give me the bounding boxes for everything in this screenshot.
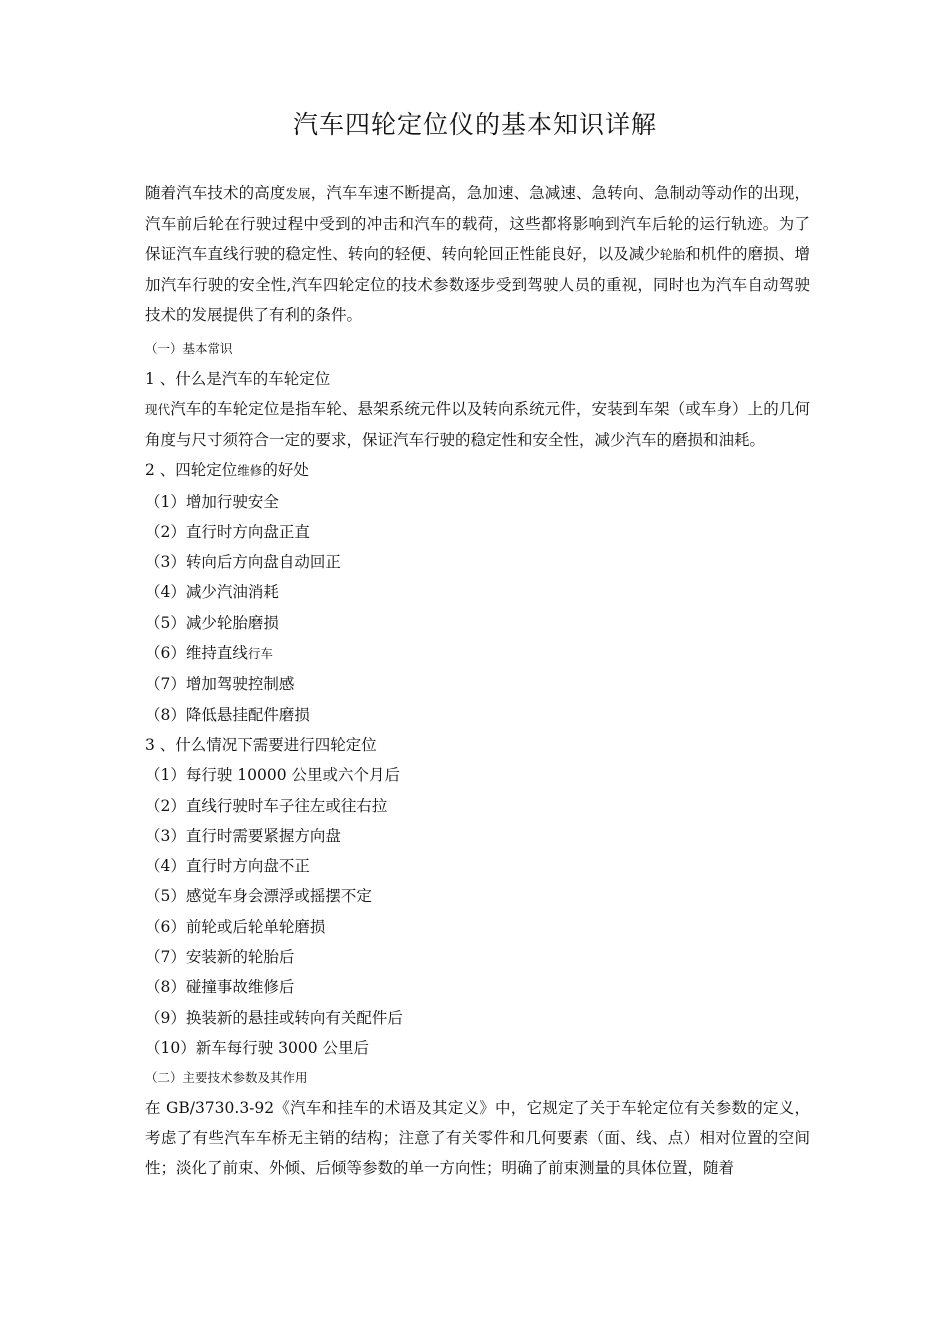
document-body [145, 178, 810, 1183]
situation-item: （9）换装新的悬挂或转向有关配件后 [145, 1008, 403, 1027]
benefit-item [145, 638, 810, 669]
situation-item: （4）直行时方向盘不正 [145, 857, 310, 876]
situation-item: （7）安装新的轮胎后 [145, 948, 295, 967]
benefit-item: （7）增加驾驶控制感 [145, 675, 295, 694]
intro-text-3: 和机件的磨损、增加汽车行驶的安全性,汽车四轮定位的技术参数逐步受到驾驶人员的重视，同时也为汽车自动驾驶技术的发展提供了有利的条件。 [145, 245, 810, 324]
intro-text-1: 随着汽车技术的高度 [145, 184, 286, 202]
intro-small-1: 发展 [285, 186, 311, 201]
parameters-paragraph: 在 GB/3730.3-92《汽车和挂车的术语及其定义》中，它规定了关于车轮定位有关参数的定义，考虑了有些汽车车桥无主销的结构；注意了有关零件和几何要素（面、线、点）相对位置的空间性；淡化了前束、外倾、后倾等参数的单一方向性；明确了前束测量的具体位置，随着 [145, 1099, 810, 1178]
situation-item: （8）碰撞事故维修后 [145, 978, 295, 997]
section-heading-parameters: （二）主要技术参数及其作用 [145, 1070, 308, 1086]
section-heading-basics: （一）基本常识 [145, 341, 233, 356]
benefit-6-small: 行车 [247, 646, 273, 662]
situation-item: （3）直行时需要紧握方向盘 [145, 826, 341, 845]
question-3-title: 3 、什么情况下需要进行四轮定位 [145, 735, 377, 754]
situation-item: （6）前轮或后轮单轮磨损 [145, 917, 326, 936]
intro-small-2: 轮胎 [660, 247, 686, 262]
question-2-title-small: 维修 [237, 463, 263, 479]
intro-paragraph [145, 178, 810, 330]
benefit-6-text: （6）维持直线 [145, 644, 248, 663]
benefit-item: （1）增加行驶安全 [145, 492, 279, 511]
benefit-item: （3）转向后方向盘自动回正 [145, 553, 341, 572]
question-2-title [145, 455, 810, 486]
benefit-item: （4）减少汽油消耗 [145, 583, 279, 602]
situation-item: （2）直线行驶时车子往左或往右拉 [145, 796, 388, 815]
situation-item: （5）感觉车身会漂浮或摇摆不定 [145, 887, 372, 906]
question-1-text: 汽车的车轮定位是指车轮、悬架系统元件以及转向系统元件，安装到车架（或车身）上的几何角度与尺寸须符合一定的要求，保证汽车行驶的稳定性和安全性，减少汽车的磨损和油耗。 [145, 400, 810, 450]
benefit-item: （2）直行时方向盘正直 [145, 522, 310, 541]
situation-item: （1）每行驶 10000 公里或六个月后 [145, 766, 401, 785]
question-1-body [145, 394, 810, 455]
situation-item: （10）新车每行驶 3000 公里后 [145, 1038, 370, 1057]
question-1-title: 1 、什么是汽车的车轮定位 [145, 370, 331, 388]
question-2-title-a: 2 、四轮定位 [145, 461, 238, 480]
question-2-title-b: 的好处 [262, 461, 309, 480]
question-1-small: 现代 [145, 402, 171, 418]
benefit-item: （5）减少轮胎磨损 [145, 613, 279, 632]
document-title: 汽车四轮定位仪的基本知识详解 [292, 110, 657, 139]
intro-text-2: ，汽车车速不断提高，急加速、急减速、急转向、急制动等动作的出现，汽车前后轮在行驶过程中受到的冲击和汽车的载荷，这些都将影响到汽车后轮的运行轨迹。为了保证汽车直线行驶的稳定性、转向的轻便、转向轮回正性能良好，以及减少 [145, 184, 810, 263]
benefit-item: （8）降低悬挂配件磨损 [145, 705, 310, 724]
